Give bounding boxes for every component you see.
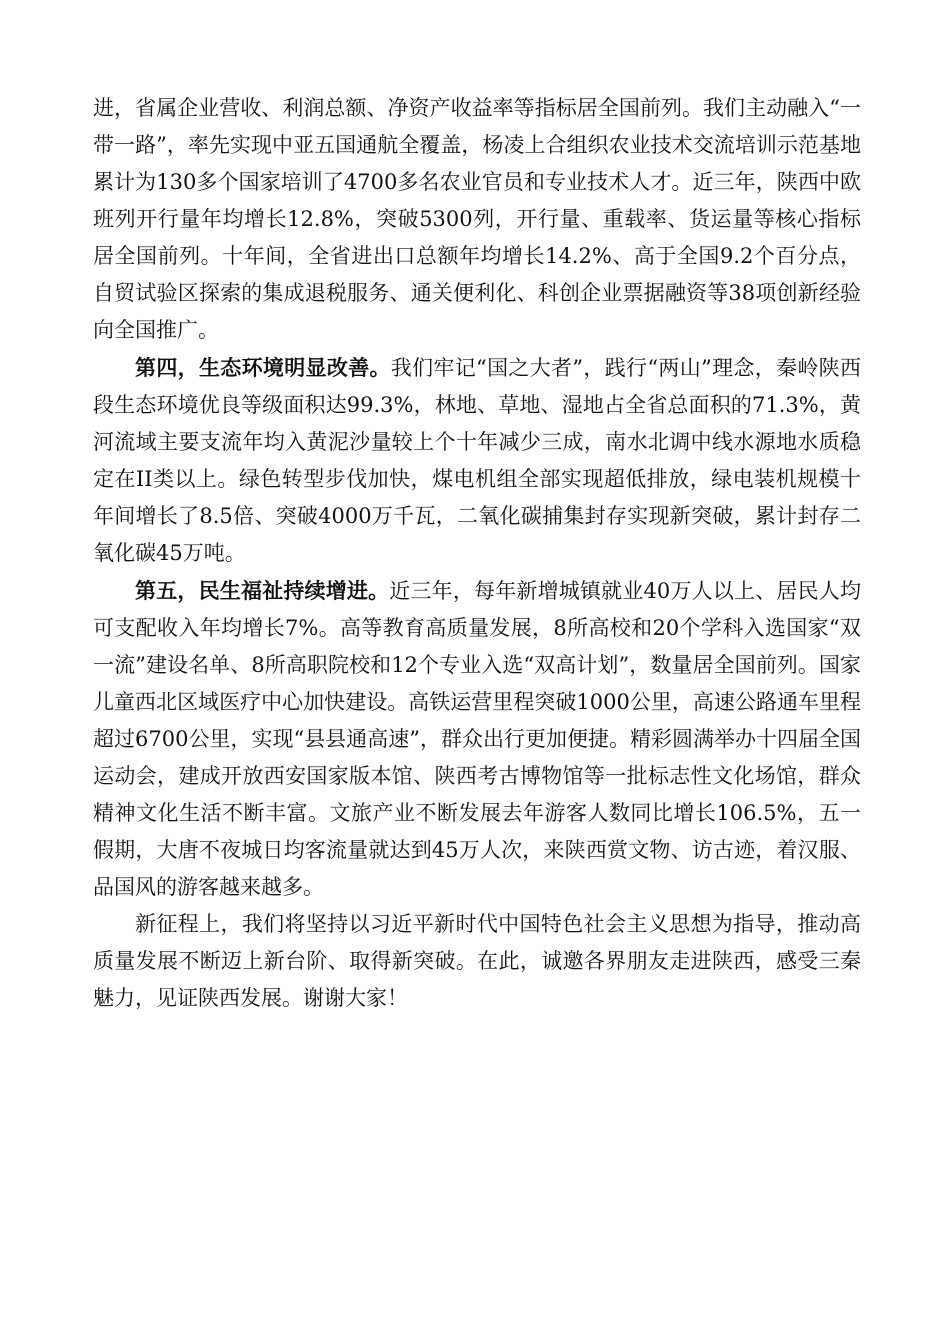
paragraph-livelihood	[93, 572, 861, 906]
document-page	[93, 90, 861, 1017]
paragraph-body: 进，省属企业营收、利润总额、净资产收益率等指标居全国前列。我们主动融入“一带一路”，率先实现中亚五国通航全覆盖，杨凌上合组织农业技术交流培训示范基地累计为130多个国家培训了4700多名农业官员和专业技术人才。近三年，陕西中欧班列开行量年均增长12.8%，突破5300列，开行量、重载率、货运量等核心指标居全国前列。十年间，全省进出口总额年均增长14.2%、高于全国9.2个百分点，自贸试验区探索的集成退税服务、通关便利化、科创企业票据融资等38项创新经验向全国推广。	[93, 96, 861, 342]
paragraph-body: 新征程上，我们将坚持以习近平新时代中国特色社会主义思想为指导，推动高质量发展不断迈上新台阶、取得新突破。在此，诚邀各界朋友走进陕西，感受三秦魅力，见证陕西发展。谢谢大家！	[93, 912, 861, 1010]
paragraph-heading: 第五，民生福祉持续增进。	[135, 578, 390, 603]
paragraph-heading: 第四，生态环境明显改善。	[135, 355, 391, 380]
paragraph-body: 我们牢记“国之大者”，践行“两山”理念，秦岭陕西段生态环境优良等级面积达99.3%，林地、草地、湿地占全省总面积的71.3%，黄河流域主要支流年均入黄泥沙量较上个十年减少三成，南水北调中线水源地水质稳定在II类以上。绿色转型步伐加快，煤电机组全部实现超低排放，绿电装机规模十年间增长了8.5倍、突破4000万千瓦，二氧化碳捕集封存实现新突破，累计封存二氧化碳45万吨。	[93, 356, 861, 565]
paragraph-closing	[93, 906, 861, 1017]
paragraph-ecology	[93, 349, 861, 572]
paragraph-body: 近三年，每年新增城镇就业40万人以上、居民人均可支配收入年均增长7%。高等教育高质量发展，8所高校和20个学科入选国家“双一流”建设名单、8所高职院校和12个专业入选“双高计划”，数量居全国前列。国家儿童西北区域医疗中心加快建设。高铁运营里程突破1000公里，高速公路通车里程超过6700公里，实现“县县通高速”，群众出行更加便捷。精彩圆满举办十四届全国运动会，建成开放西安国家版本馆、陕西考古博物馆等一批标志性文化场馆，群众精神文化生活不断丰富。文旅产业不断发展去年游客人数同比增长106.5%，五一假期，大唐不夜城日均客流量就达到45万人次，来陕西赏文物、访古迹，着汉服、品国风的游客越来越多。	[93, 579, 861, 899]
paragraph-continuation	[93, 90, 861, 349]
